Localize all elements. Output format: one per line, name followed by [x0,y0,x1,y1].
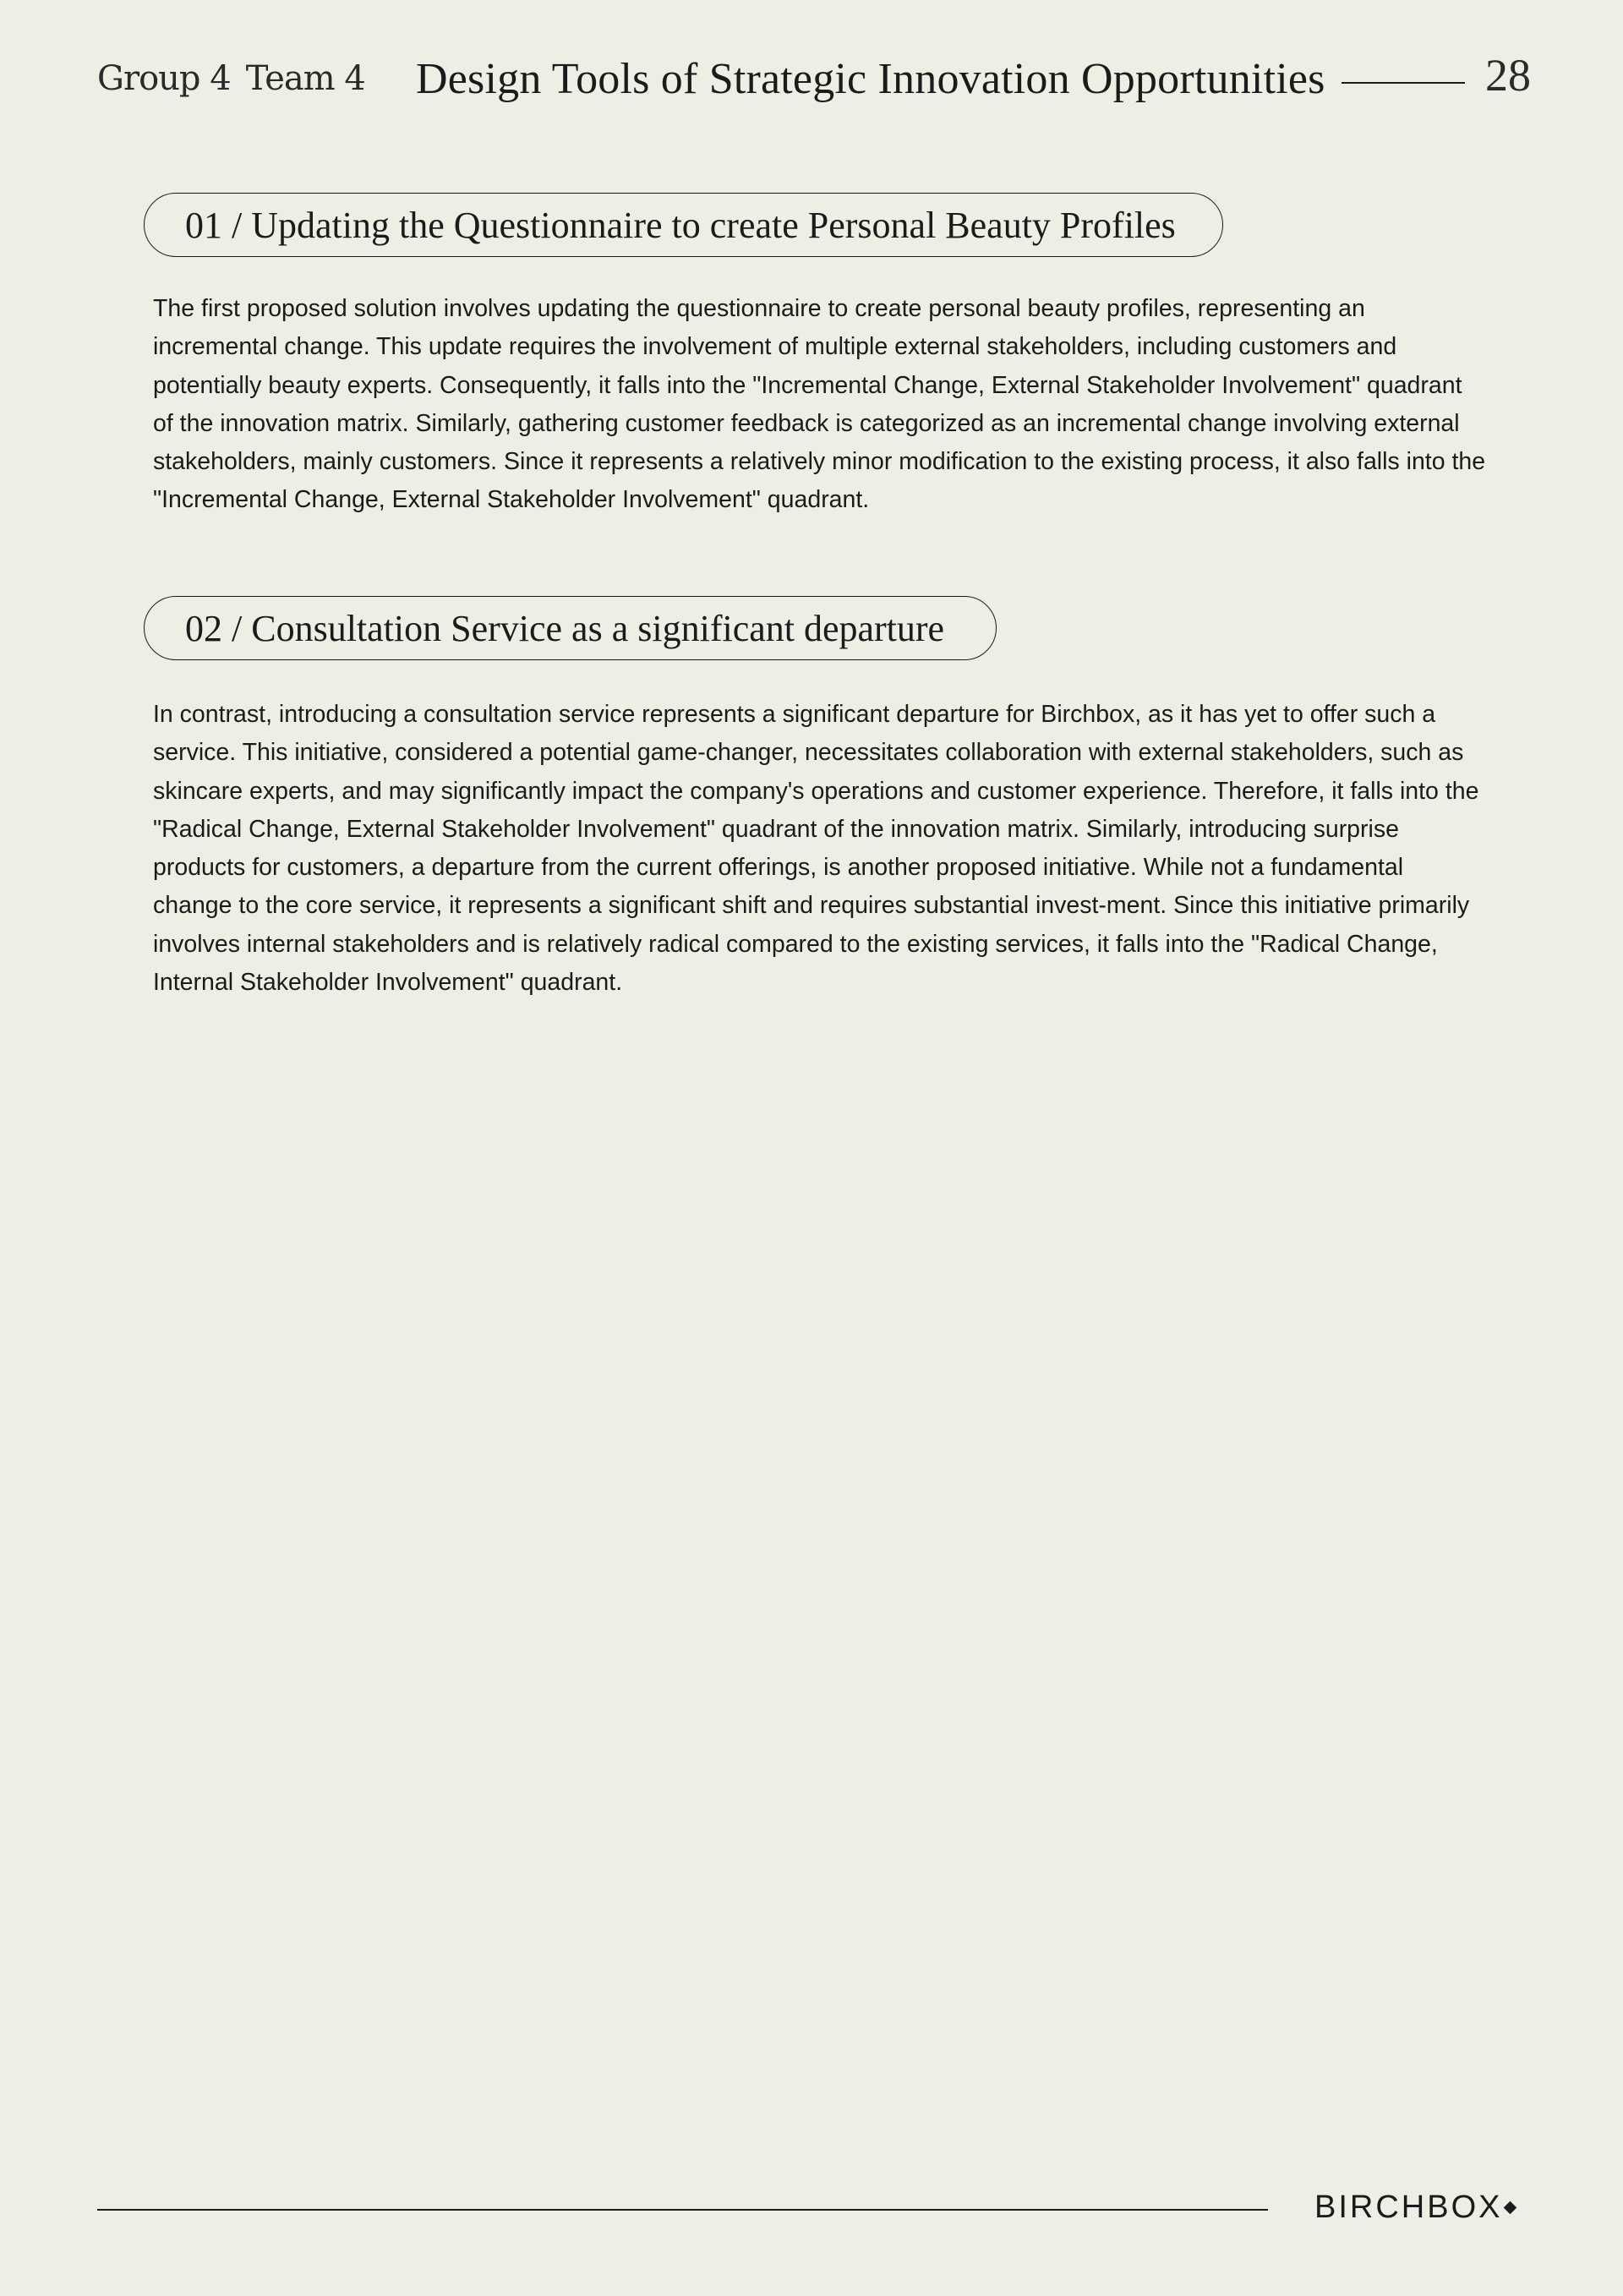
group-label: Group 4 [97,59,231,98]
brand-logo [1314,2189,1515,2226]
section-body-02: In contrast, introducing a consultation service represents a significant departure for Birchbox, as it has yet to offer such a service. This initiative, considered a potential game-changer, necessitates collaboration with external stakeholders, such as skincare experts, and may significantly impact the company's operations and customer experience. Therefore, it falls into the "Radical Change, External Stakeholder Involvement" quadrant of the innovation matrix. Similarly, introducing surprise products for customers, a departure from the current offerings, is another proposed initiative. While not a fundamental change to the core service, it represents a significant shift and requires substantial invest-ment. Since this initiative primarily involves internal stakeholders and is relatively radical compared to the existing services, it falls into the "Radical Change, Internal Stakeholder Involvement" quadrant. [153,701,1479,997]
brand-wordmark: BIRCHBOX [1314,2189,1503,2225]
header-group-team [97,59,365,98]
footer-divider [97,2209,1268,2211]
section-heading-01: 01 / Updating the Questionnaire to create Personal Beauty Profiles [144,193,1223,257]
page-number: 28 [1485,50,1531,101]
section-heading-02: 02 / Consultation Service as a significant departure [144,596,997,660]
section-body-01: The first proposed solution involves updating the questionnaire to create personal beauty profiles, representing an incremental change. This update requires the involvement of multiple external stakeholders, including customers and potentially beauty experts. Consequently, it falls into the "Incremental Change, External Stakeholder Involvement" quadrant of the innovation matrix. Similarly, gathering customer feedback is categorized as an incremental change involving external stakeholders, mainly customers. Since it represents a relatively minor modification to the existing process, it also falls into the "Incremental Change, External Stakeholder Involvement" quadrant. [153,295,1486,514]
team-label: Team 4 [245,59,365,98]
diamond-icon [1504,2201,1517,2215]
page-title: Design Tools of Strategic Innovation Opportunities [416,55,1325,103]
header-divider [1342,82,1465,84]
